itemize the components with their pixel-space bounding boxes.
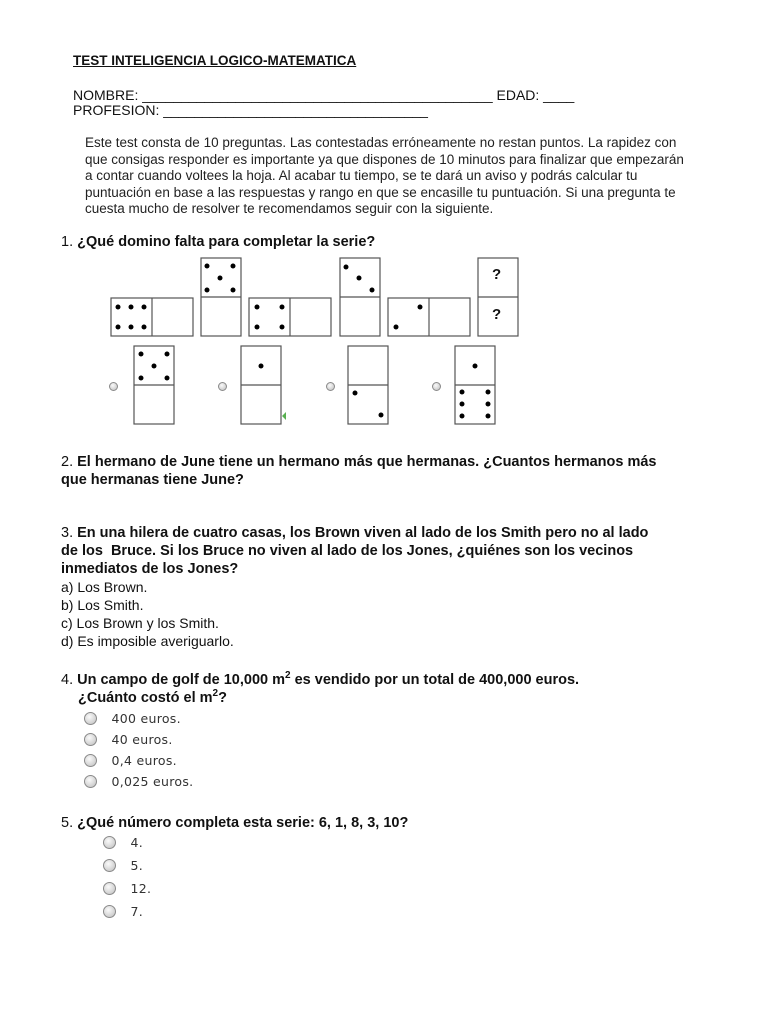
q5-option-2[interactable] [103,857,143,875]
q5-option-3-label: 12. [130,881,152,896]
unknown-mark-top: ? [492,266,502,283]
q3-option-d: d) Es imposible averiguarlo. [61,633,234,649]
q5-option-4-radio[interactable] [103,905,116,918]
nombre-edad-line: NOMBRE: _____________________________________________ EDAD: ____ [73,87,575,103]
q3-option-c: c) Los Brown y los Smith. [61,615,219,631]
q4-option-3-radio[interactable] [84,754,97,767]
question-5 [61,814,408,832]
q5-option-2-radio[interactable] [103,859,116,872]
q4-option-1-radio[interactable] [84,712,97,725]
q4-option-1-label: 400 euros. [111,711,181,726]
question-4-text-a: Un campo de golf de 10,000 m [77,672,286,688]
question-4-sup: 2 [285,670,291,681]
question-3-text-line1: En una hilera de cuatro casas, los Brown viven al lado de los Smith pero no al lado [77,525,649,541]
question-5-text: ¿Qué número completa esta serie: 6, 1, 8, 3, 10? [77,815,409,831]
q5-option-1-radio[interactable] [103,836,116,849]
q4-option-1[interactable] [84,710,181,728]
q5-option-2-label: 5. [130,858,143,873]
question-2 [61,453,656,471]
q5-option-4[interactable] [103,903,143,921]
unknown-mark-bottom: ? [492,306,502,323]
q4-option-2[interactable] [84,731,173,749]
q1-option-c-radio[interactable] [326,382,335,391]
question-1-number: 1. [61,234,74,250]
q1-option-d-radio[interactable] [432,382,441,391]
q4-option-4[interactable] [84,773,193,791]
question-1-text: ¿Qué domino falta para completar la serie? [77,234,376,250]
q5-option-3-radio[interactable] [103,882,116,895]
question-5-number: 5. [61,815,74,831]
profesion-line: PROFESION: __________________________________ [73,102,428,118]
q4-option-2-label: 40 euros. [111,732,173,747]
question-4-text2-b: ? [218,690,227,706]
question-4-text-b: es vendido por un total de 400,000 euros. [290,672,580,688]
q3-option-a: a) Los Brown. [61,579,148,595]
q4-option-3-label: 0,4 euros. [111,753,177,768]
question-2-number: 2. [61,454,74,470]
intro-paragraph: Este test consta de 10 preguntas. Las contestadas erróneamente no restan puntos. La rapidez con que consigas responder es importante ya que dispones de 10 minutos para finalizar que empezarán a contar cuando voltees la hoja. Al acabar tu tiempo, se te dará un aviso y podrás calcular tu puntuación en base a las respuestas y rango en que se encasille tu puntuación. Si una pregunta te cuesta mucho de resolver te recomendamos seguir con la siguiente. [85,135,684,216]
question-3 [61,524,648,542]
question-4-text2-a: ¿Cuánto costó el m [78,690,213,706]
q3-option-b: b) Los Smith. [61,597,144,613]
question-2-text-line2: que hermanas tiene June? [61,472,244,488]
question-3-number: 3. [61,525,74,541]
q4-option-4-radio[interactable] [84,775,97,788]
q1-option-a-radio[interactable] [109,382,118,391]
q1-option-b-radio[interactable] [218,382,227,391]
question-3-text-line2: de los Bruce. Si los Bruce no viven al lado de los Jones, ¿quiénes son los vecinos [61,543,634,559]
question-4-number: 4. [61,672,74,688]
question-3-text-line3: inmediatos de los Jones? [61,561,239,577]
q5-option-1-label: 4. [130,835,143,850]
q4-option-3[interactable] [84,752,177,770]
q5-option-1[interactable] [103,834,143,852]
test-title: TEST INTELIGENCIA LOGICO-MATEMATICA [73,53,357,68]
q4-option-2-radio[interactable] [84,733,97,746]
question-2-text-line1: El hermano de June tiene un hermano más que hermanas. ¿Cuantos hermanos más [77,454,657,470]
q4-option-4-label: 0,025 euros. [111,774,194,789]
q5-option-4-label: 7. [130,904,143,919]
q5-option-3[interactable] [103,880,151,898]
question-4-line2 [78,685,227,707]
question-4-sup2: 2 [212,688,219,699]
